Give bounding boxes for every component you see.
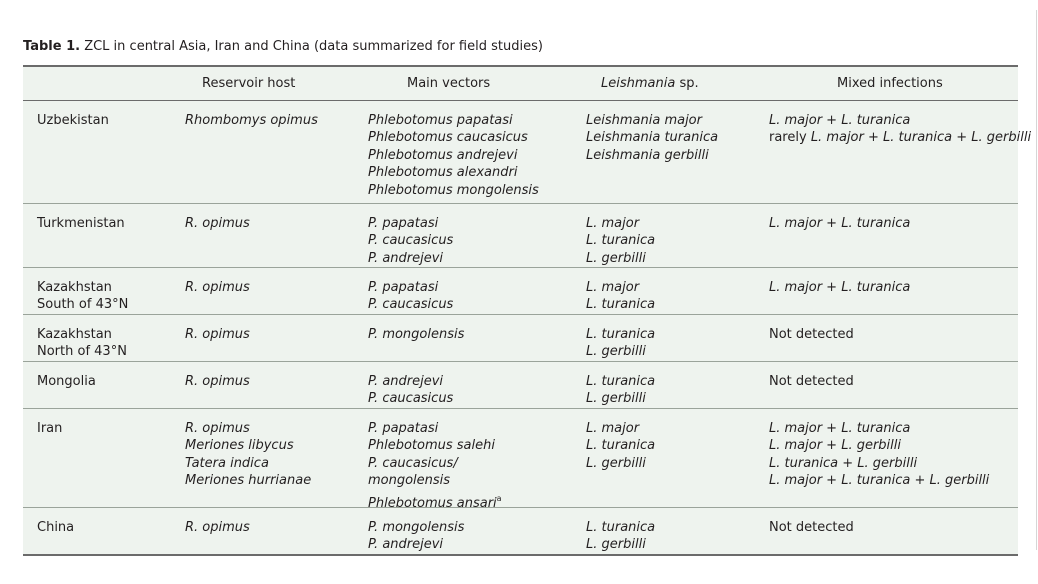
vector-name: Phlebotomus andrejevi: [368, 147, 518, 163]
country-cell: [37, 112, 109, 129]
table-row: [23, 315, 1018, 362]
header-mixed-infections: Mixed infections: [837, 76, 943, 91]
leishmania-cell: [586, 519, 655, 554]
vector-name: P. papatasi: [368, 216, 439, 231]
rarely-prefix: rarely: [769, 130, 811, 146]
table-row: [23, 362, 1018, 409]
leishmania-name: L. major: [586, 421, 640, 436]
leishmania-name: L. turanica: [586, 438, 656, 454]
table-caption-text: ZCL in central Asia, Iran and China (data summarized for field studies): [84, 39, 543, 54]
vector-cell: [368, 420, 502, 512]
host-cell: [185, 420, 311, 490]
table-row: [23, 204, 1018, 268]
mixed-cell: [769, 112, 1031, 147]
host-cell: [185, 279, 250, 296]
table-row: [23, 268, 1018, 315]
host-name: Meriones libycus: [185, 438, 294, 454]
leishmania-name: L. turanica: [586, 297, 656, 313]
vector-cell: [368, 326, 464, 343]
page-edge-rule: [1036, 10, 1037, 550]
host-cell: [185, 519, 250, 536]
host-cell: [185, 373, 250, 390]
leishmania-name: L. gerbilli: [586, 391, 646, 407]
vector-name: P. andrejevi: [368, 537, 444, 553]
vector-name: P. papatasi: [368, 280, 439, 295]
leishmania-name: Leishmania gerbilli: [586, 147, 709, 163]
leishmania-name: L. turanica: [586, 327, 656, 342]
leishmania-name: L. turanica: [586, 233, 656, 249]
mixed-infection: L. major + L. gerbilli: [769, 438, 902, 454]
vector-name: Phlebotomus salehi: [368, 438, 495, 454]
vector-name: P. caucasicus/: [368, 455, 458, 471]
country-name: Uzbekistan: [37, 113, 109, 128]
vector-cell: [368, 279, 453, 314]
leishmania-name: L. gerbilli: [586, 537, 646, 553]
vector-name: P. andrejevi: [368, 250, 444, 266]
leishmania-name: L. major: [586, 280, 640, 295]
country-cell: [37, 373, 96, 390]
vector-name: P. caucasicus: [368, 297, 454, 313]
table-caption-label: Table 1.: [23, 39, 81, 54]
host-name: R. opimus: [185, 216, 250, 231]
mixed-cell: [769, 519, 854, 536]
country-cell: [37, 519, 74, 536]
mixed-cell: [769, 326, 854, 343]
vector-cell: [368, 373, 453, 408]
leishmania-cell: [586, 373, 655, 408]
host-name: R. opimus: [185, 280, 250, 295]
zcl-table: [23, 65, 1032, 556]
leishmania-name: L. turanica: [586, 520, 656, 535]
footnote-marker: a: [496, 493, 502, 503]
mixed-cell: [769, 373, 854, 390]
mixed-infection: L. major + L. turanica: [769, 421, 911, 436]
vector-cell: [368, 112, 539, 199]
leishmania-name: L. turanica: [586, 374, 656, 389]
vector-name: P. papatasi: [368, 421, 439, 436]
country-name: Kazakhstan: [37, 327, 112, 342]
header-leishmania-genus: Leishmania: [601, 76, 676, 91]
leishmania-name: L. gerbilli: [586, 344, 646, 360]
table-row: [23, 409, 1018, 511]
host-name: R. opimus: [185, 421, 250, 436]
vector-name: P. caucasicus: [368, 233, 454, 249]
vector-name: Phlebotomus ansari: [368, 495, 497, 511]
mixed-infection-rarely: [769, 129, 1031, 146]
country-cell: [37, 215, 125, 232]
host-name: Rhombomys opimus: [185, 113, 318, 128]
country-cell: [37, 326, 127, 361]
host-name: R. opimus: [185, 520, 250, 535]
leishmania-cell: [586, 112, 718, 164]
table-row: [23, 508, 1018, 554]
host-name: R. opimus: [185, 374, 250, 389]
country-cell: [37, 420, 62, 437]
leishmania-cell: [586, 326, 655, 361]
host-cell: [185, 326, 250, 343]
mixed-infection: L. major + L. turanica: [769, 113, 911, 128]
country-cell: [37, 279, 128, 314]
host-name: R. opimus: [185, 327, 250, 342]
mixed-infection-status: Not detected: [769, 327, 854, 342]
header-reservoir-host: Reservoir host: [202, 76, 296, 91]
vector-name: P. mongolensis: [368, 520, 465, 535]
country-name: Kazakhstan: [37, 280, 112, 295]
host-cell: [185, 112, 318, 129]
vector-name: mongolensis: [368, 473, 451, 489]
host-name: Tatera indica: [185, 455, 269, 471]
mixed-infection-status: Not detected: [769, 374, 854, 389]
vector-name: P. caucasicus: [368, 391, 454, 407]
country-region: North of 43°N: [37, 344, 127, 360]
vector-name: P. mongolensis: [368, 327, 465, 342]
leishmania-cell: [586, 279, 655, 314]
mixed-infection: L. major + L. turanica: [769, 216, 911, 231]
vector-name: P. andrejevi: [368, 374, 444, 389]
host-name: Meriones hurrianae: [185, 473, 312, 489]
country-region: South of 43°N: [37, 297, 129, 313]
vector-cell: [368, 215, 453, 267]
header-leishmania-suffix: sp.: [675, 76, 699, 91]
leishmania-name: Leishmania major: [586, 113, 702, 128]
mixed-infection: L. major + L. turanica: [769, 280, 911, 295]
mixed-cell: [769, 279, 910, 296]
mixed-infection-status: Not detected: [769, 520, 854, 535]
vector-name: Phlebotomus alexandri: [368, 165, 518, 181]
country-name: Iran: [37, 421, 63, 436]
country-name: Mongolia: [37, 374, 96, 389]
table-row: [23, 101, 1032, 204]
vector-name: Phlebotomus caucasicus: [368, 130, 528, 146]
vector-name: Phlebotomus mongolensis: [368, 182, 539, 198]
vector-name: Phlebotomus papatasi: [368, 113, 513, 128]
header-main-vectors: Main vectors: [407, 76, 491, 91]
mixed-infection: L. turanica + L. gerbilli: [769, 455, 918, 471]
mixed-infection: L. major + L. turanica + L. gerbilli: [769, 473, 990, 489]
leishmania-cell: [586, 420, 655, 472]
mixed-cell: [769, 215, 910, 232]
host-cell: [185, 215, 250, 232]
country-name: Turkmenistan: [37, 216, 125, 231]
mixed-cell: [769, 420, 989, 490]
leishmania-cell: [586, 215, 655, 267]
header-leishmania-sp: [601, 75, 699, 92]
table-header-row: [23, 67, 1018, 101]
leishmania-name: L. gerbilli: [586, 250, 646, 266]
mixed-infection: L. major + L. turanica + L. gerbilli: [810, 130, 1032, 146]
table-caption: [23, 39, 543, 54]
leishmania-name: L. gerbilli: [586, 455, 646, 471]
vector-cell: [368, 519, 464, 554]
leishmania-name: L. major: [586, 216, 640, 231]
leishmania-name: Leishmania turanica: [586, 130, 719, 146]
country-name: China: [37, 520, 75, 535]
